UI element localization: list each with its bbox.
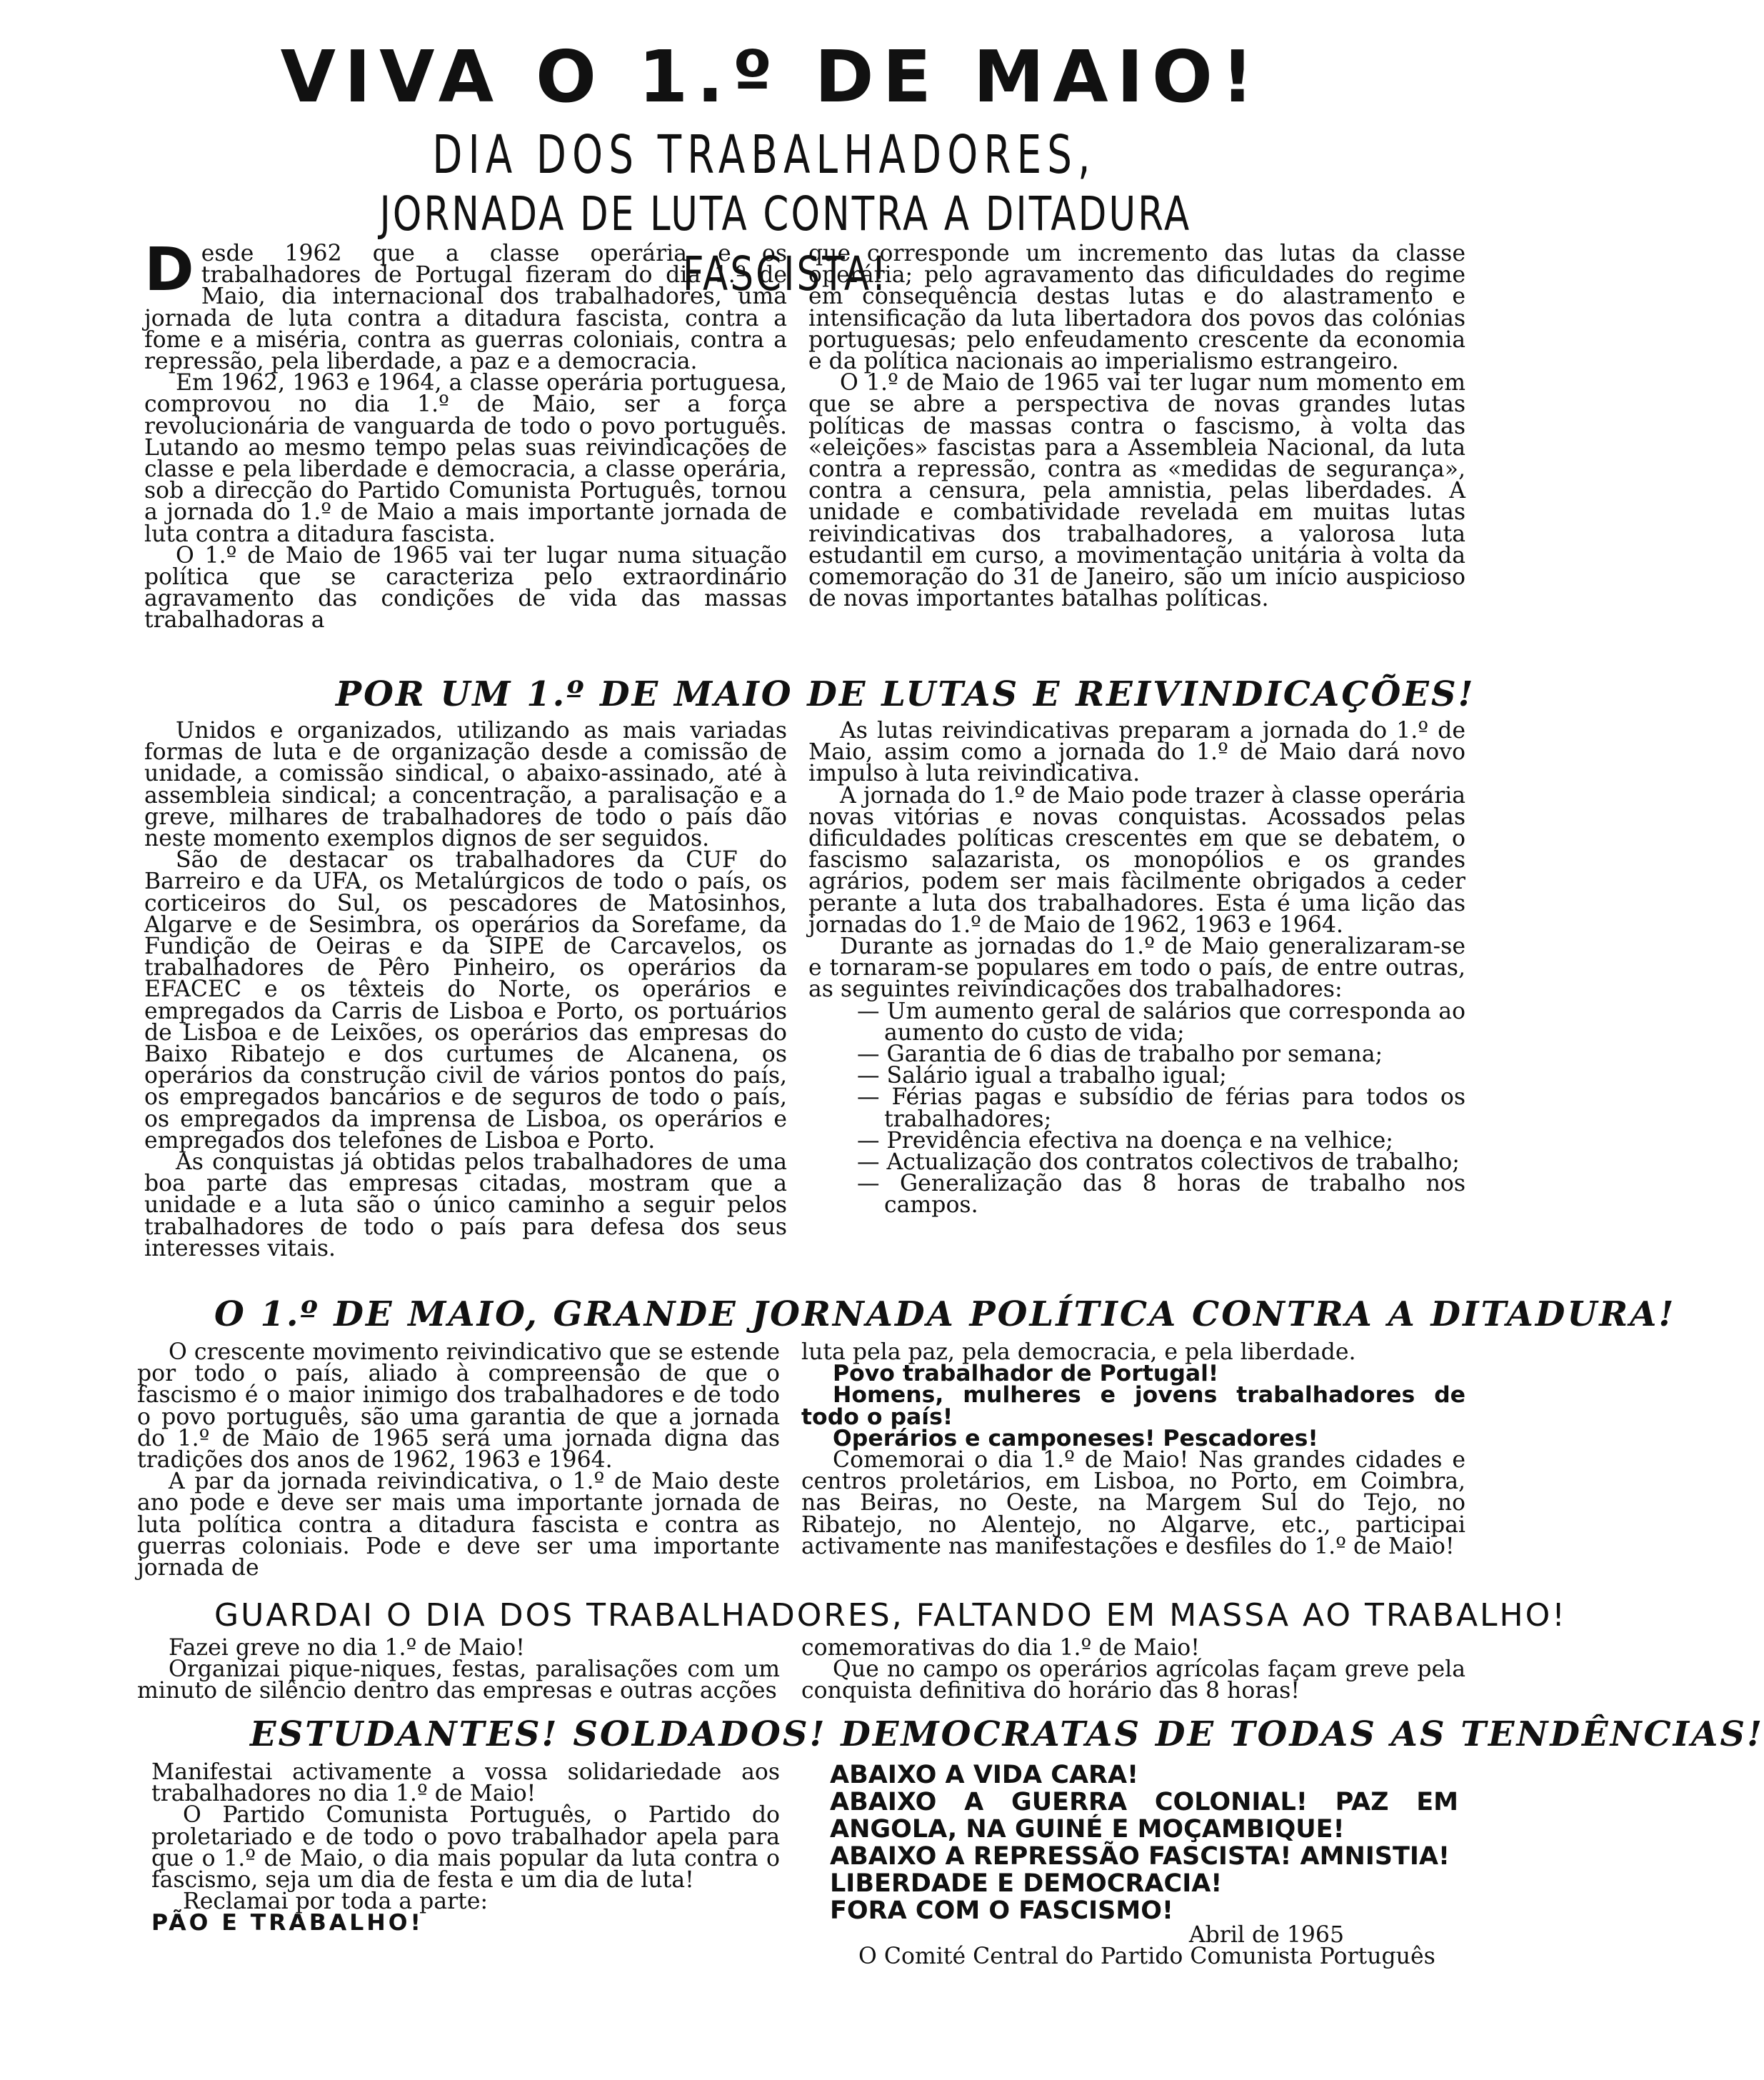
slogan: ABAIXO A VIDA CARA! (830, 1761, 1139, 1789)
demand-item: — Férias pagas e subsídio de férias para todos os trabalhadores; (857, 1084, 1465, 1132)
section4-paragraph-2: O Partido Comunista Português, o Partido do proletariado e de todo o povo trabalhador apela para que o 1.º de Maio, o dia mais popular da luta contra o fascismo, seja um dia de festa e um dia de luta! (151, 1802, 780, 1894)
section-heading-jornada-politica: O 1.º DE MAIO, GRANDE JORNADA POLÍTICA CONTRA A DITADURA! (214, 1294, 1676, 1334)
signature: O Comité Central do Partido Comunista Português (858, 1944, 1435, 1970)
section1-right-column (808, 718, 1465, 1219)
pao-e-trabalho: PÃO E TRABALHO! (151, 1910, 424, 1936)
call-homens: Homens, mulheres e jovens trabalhadores de todo o país! (801, 1382, 1465, 1430)
section2-paragraph-2: A par da jornada reivindicativa, o 1.º de Maio deste ano pode e deve ser mais uma importante jornada de luta política contra a ditadura fascista e contra as guerras coloniais. Pode e deve ser uma importante jornada de (137, 1469, 780, 1581)
main-title: VIVA O 1.º DE MAIO! (280, 35, 1263, 119)
slogan: LIBERDADE E DEMOCRACIA! (830, 1869, 1223, 1898)
section3-left-column (137, 1637, 780, 1702)
demand-item: — Salário igual a trabalho igual; (857, 1063, 1227, 1089)
call-operarios: Operários e camponeses! Pescadores! (833, 1425, 1318, 1451)
section1-paragraph-1: Unidos e organizados, utilizando as mais variadas formas de luta e de organização desde a comissão de unidade, a comissão sindical, o abaixo-assinado, até à assembleia sindical; a concentração, a paralisação e a greve, milhares de trabalhadores de todo o país dão neste momento exemplos dignos de ser seguidos. (144, 718, 787, 852)
section-heading-estudantes: ESTUDANTES! SOLDADOS! DEMOCRATAS DE TODAS AS TENDÊNCIAS! (250, 1714, 1764, 1754)
section4-paragraph-1: Manifestai activamente a vossa solidariedade aos trabalhadores no dia 1.º de Maio! (151, 1759, 780, 1807)
section3-paragraph-4: Que no campo os operários agrícolas façam greve pela conquista definitiva do horário das 8 horas! (801, 1656, 1465, 1704)
slogan: ABAIXO A GUERRA COLONIAL! PAZ EM ANGOLA, NA GUINÉ E MOÇAMBIQUE! (830, 1788, 1458, 1844)
intro-left-column (144, 234, 787, 634)
section1-paragraph-5: A jornada do 1.º de Maio pode trazer à classe operária novas vitórias e novas conquistas. Acossados pelas dificuldades políticas crescentes em que se debatem, o fascismo salazarista, os monopólios e os grandes agrários, podem ser mais fàcilmente obrigados a ceder perante a luta dos trabalhadores. Esta é uma lição das jornadas do 1.º de Maio de 1962, 1963 e 1964. (808, 782, 1465, 938)
section4-left-column (151, 1761, 780, 1934)
section-heading-guardai: GUARDAI O DIA DOS TRABALHADORES, FALTANDO EM MASSA AO TRABALHO! (214, 1597, 1567, 1634)
date-line: Abril de 1965 (1188, 1922, 1344, 1948)
section1-paragraph-2: São de destacar os trabalhadores da CUF do Barreiro e da UFA, os Metalúrgicos de todo o país, os corticeiros do Sul, os pescadores de Matosinhos, Algarve e de Sesimbra, os operários da Sorefame, da Fundição de Oeiras e da SIPE de Carcavelos, os trabalhadores de Pêro Pinheiro, os operários da EFACEC e os têxteis do Norte, os operários e empregados da Carris de Lisboa e Porto, os portuários de Lisboa e de Leixões, os operários das empresas do Baixo Ribatejo e dos curtumes de Alcanena, os operários da construção civil de vários pontos do país, os empregados bancários e de seguros de todo o país, os empregados da imprensa de Lisboa, os operários e empregados dos telefones de Lisboa e Porto. (144, 847, 787, 1154)
demand-item: — Generalização das 8 horas de trabalho nos campos. (857, 1171, 1465, 1219)
intro-paragraph-4: que corresponde um incremento das lutas da classe operária; pelo agravamento das dificuldades do regime em consequência destas lutas e do alastramento e intensificação da luta libertadora dos povos das colónias portuguesas; pelo enfeudamento crescente da economia e da política nacionais ao imperialismo estrangeiro. (808, 241, 1465, 375)
intro-paragraph-2: Em 1962, 1963 e 1964, a classe operária portuguesa, comprovou no dia 1.º de Maio, ser a força revolucionária de vanguarda de todo o povo português. Lutando ao mesmo tempo pelas suas reivindicações de classe e pela liberdade e democracia, a classe operária, sob a direcção do Partido Comunista Português, tornou a jornada do 1.º de Maio a mais importante jornada de luta contra a ditadura fascista. (144, 370, 787, 547)
intro-paragraph-1: esde 1962 que a classe operária e os trabalhadores de Portugal fizeram do dia 1.º de Maio, dia internacional dos trabalhadores, uma jornada de luta contra a ditadura fascista, contra a fome e a miséria, contra as guerras coloniais, contra a repressão, pela liberdade, a paz e a democracia. (144, 241, 787, 375)
section4-paragraph-3: Reclamai por toda a parte: (183, 1889, 488, 1915)
section4-right-column (830, 1761, 1458, 1970)
intro-paragraph-5: O 1.º de Maio de 1965 vai ter lugar num momento em que se abre a perspectiva de novas grandes lutas políticas de massas contra o fascismo, à volta das «eleições» fascistas para a Assembleia Nacional, da luta contra a repressão, contra as «medidas de segurança», contra a censura, pela amnistia, pelas liberdades. A unidade e combatividade revelada em muitas lutas reivindicativas dos trabalhadores, a valorosa luta estudantil em curso, a movimentação unitária à volta da comemoração do 31 de Janeiro, são um início auspicioso de novas importantes batalhas políticas. (808, 370, 1465, 612)
demand-item: — Actualização dos contratos colectivos de trabalho; (857, 1149, 1460, 1176)
section3-paragraph-2: Organizai pique-niques, festas, paralisações com um minuto de silêncio dentro das empresas e outras acções (137, 1656, 780, 1704)
section1-paragraph-3: As conquistas já obtidas pelos trabalhadores de uma boa parte das empresas citadas, mostram que a unidade e a luta são o único caminho a seguir pelos trabalhadores de todo o país para defesa dos seus interesses vitais. (144, 1149, 787, 1261)
section3-right-column (801, 1637, 1465, 1702)
section2-paragraph-3: luta pela paz, pela democracia, e pela liberdade. (801, 1339, 1356, 1365)
section2-paragraph-4: Comemorai o dia 1.º de Maio! Nas grandes cidades e centros proletários, em Lisboa, no Porto, em Coimbra, nas Beiras, no Oeste, na Margem Sul do Tejo, no Ribatejo, no Alentejo, no Algarve, etc., participai activamente nas manifestações e desfiles do 1.º de Maio! (801, 1447, 1465, 1559)
subtitle-2: JORNADA DE LUTA CONTRA A DITADURA FASCISTA! (379, 186, 1192, 301)
demand-item: — Previdência efectiva na doença e na velhice; (857, 1127, 1393, 1154)
section1-left-column (144, 720, 787, 1259)
demand-item: — Um aumento geral de salários que corresponda ao aumento do custo de vida; (857, 998, 1465, 1046)
slogan: ABAIXO A REPRESSÃO FASCISTA! AMNISTIA! (830, 1842, 1450, 1871)
demand-item: — Garantia de 6 dias de trabalho por semana; (857, 1041, 1383, 1068)
section2-left-column (137, 1341, 780, 1579)
demands-list (808, 998, 1465, 1219)
intro-paragraph-3: O 1.º de Maio de 1965 vai ter lugar numa situação política que se caracteriza pelo extraordinário agravamento das condições de vida das massas trabalhadoras a (144, 542, 787, 634)
subtitle: DIA DOS TRABALHADORES, (432, 124, 1096, 186)
slogans-block (830, 1761, 1458, 1924)
slogan: FORA COM O FASCISMO! (830, 1896, 1173, 1925)
section3-paragraph-3: comemorativas do dia 1.º de Maio! (801, 1635, 1200, 1661)
section2-paragraph-1: O crescente movimento reivindicativo que se estende por todo o país, aliado à compreensão de que o fascismo é o maior inimigo dos trabalhadores e de todo o povo português, são uma garantia de que a jornada do 1.º de Maio de 1965 será uma jornada digna das tradições dos anos de 1962, 1963 e 1964. (137, 1339, 780, 1474)
section1-paragraph-6: Durante as jornadas do 1.º de Maio generalizaram-se e tornaram-se populares em todo o país, de entre outras, as seguintes reivindicações dos trabalhadores: (808, 934, 1465, 1003)
call-povo: Povo trabalhador de Portugal! (833, 1361, 1219, 1387)
section-heading-lutas: POR UM 1.º DE MAIO DE LUTAS E REIVINDICAÇÕES! (336, 674, 1475, 714)
intro-right-column (808, 241, 1465, 612)
section1-paragraph-4: As lutas reivindicativas preparam a jornada do 1.º de Maio, assim como a jornada do 1.º de Maio dará novo impulso à luta reivindicativa. (808, 718, 1465, 787)
drop-cap: D (144, 234, 194, 304)
section3-paragraph-1: Fazei greve no dia 1.º de Maio! (169, 1635, 525, 1661)
section2-right-column (801, 1341, 1465, 1557)
